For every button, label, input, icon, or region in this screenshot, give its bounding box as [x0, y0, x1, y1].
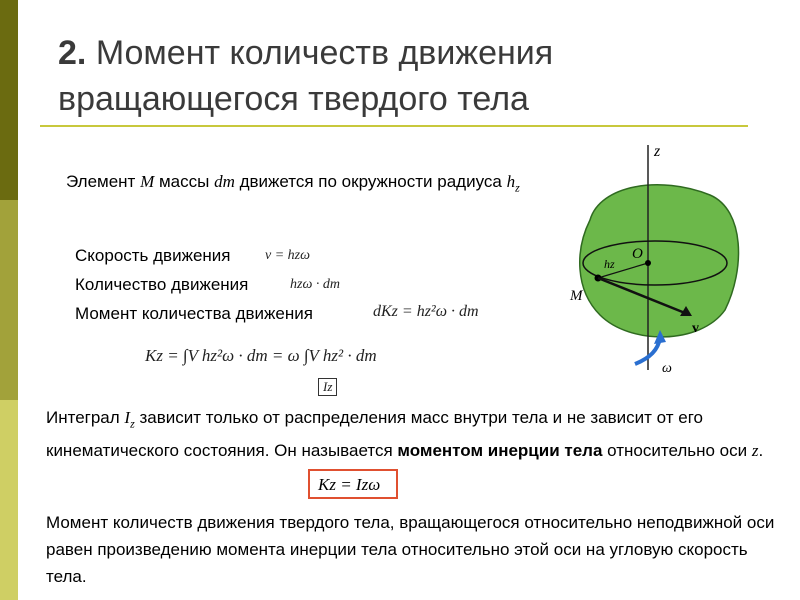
- intro-M: M: [140, 172, 155, 191]
- radius-label-hz: hz: [604, 257, 615, 271]
- intro-text-3: движется по окружности радиуса: [234, 172, 507, 191]
- omega-label: ω: [662, 361, 672, 376]
- speed-formula: v = hzω: [265, 248, 310, 263]
- integral-underbrace-label: Iz: [318, 378, 337, 396]
- intro-dm: dm: [214, 172, 235, 191]
- p2-I-sub: z: [130, 416, 135, 431]
- axis-label-z: z: [654, 143, 661, 160]
- velocity-label-v: v: [692, 321, 699, 336]
- intro-sub: z: [515, 180, 520, 195]
- momentum-label: Количество движения: [75, 275, 249, 294]
- center-label-O: O: [632, 246, 643, 262]
- p2-bold-term: моментом инерции тела: [397, 441, 603, 461]
- p2-text-a: Интеграл: [46, 408, 125, 427]
- p2-text-d: .: [758, 441, 764, 461]
- boxed-formula: [308, 469, 398, 499]
- boxed-formula-text: Kz = Izω: [318, 475, 381, 494]
- point-label-M: M: [570, 288, 583, 304]
- intro-text-1: Элемент: [66, 172, 141, 191]
- intro-text-2: массы: [154, 172, 215, 191]
- moment-label: Момент количества движения: [75, 304, 313, 323]
- momentum-formula: hzω · dm: [290, 277, 340, 292]
- p2-I: I: [124, 408, 131, 427]
- center-point: [645, 260, 651, 266]
- speed-label: Скорость движения: [75, 246, 231, 265]
- title-line1: Момент количеств движения: [95, 34, 554, 72]
- p2-text-b: зависит только от распределения масс внутри тела и не зависит от его кинематического состояния. Он называется: [46, 408, 703, 461]
- slide-title: [58, 30, 758, 122]
- paragraph-inertia: [46, 404, 781, 464]
- moment-row: [75, 304, 313, 324]
- conclusion-paragraph: Момент количеств движения твердого тела, вращающегося относительно неподвижной оси равен произведению момента инерции тела относительно этой оси на угловую скорость тела.: [46, 513, 775, 586]
- title-number: 2.: [58, 34, 87, 72]
- title-divider: [40, 125, 748, 127]
- title-line2: вращающегося твердого тела: [58, 80, 529, 118]
- intro-h: h: [506, 172, 516, 191]
- left-decor-bar: [0, 0, 18, 600]
- rotating-body-diagram: [560, 140, 760, 380]
- integral-formula: Kz = ∫V hz²ω · dm = ω ∫V hz² · dm: [145, 346, 377, 365]
- intro-paragraph: [66, 168, 526, 201]
- speed-row: [75, 246, 231, 266]
- p2-z: z: [751, 441, 759, 461]
- p2-text-c: относительно оси: [602, 441, 752, 461]
- momentum-row: [75, 275, 248, 295]
- moment-formula: dKz = hz²ω · dm: [373, 303, 479, 320]
